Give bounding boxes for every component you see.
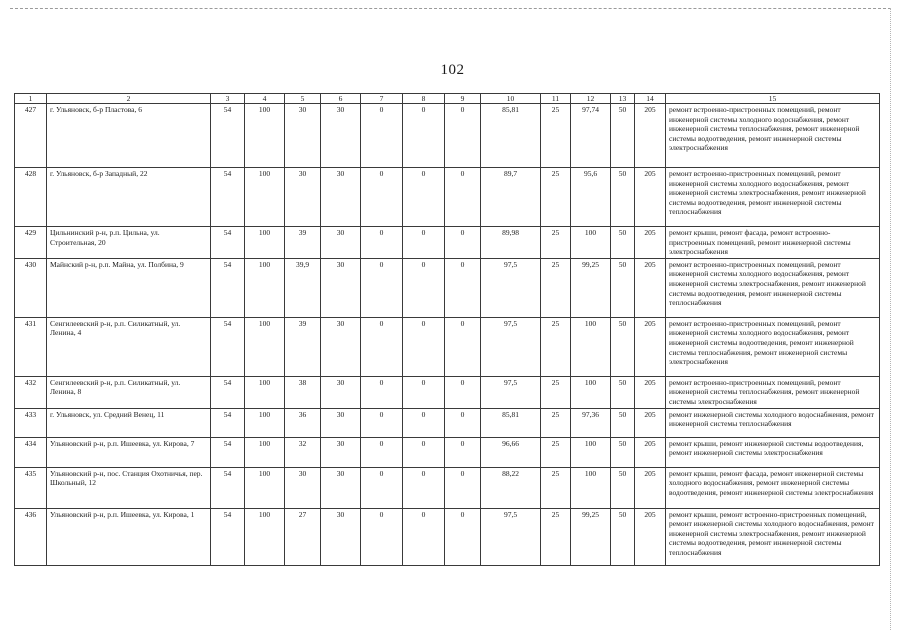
value-col-7: 0 [361,258,403,317]
value-col-14: 205 [635,437,666,467]
address-cell: г. Ульяновск, ул. Средний Венец, 11 [47,408,211,437]
value-col-11: 25 [541,408,571,437]
value-col-8: 0 [403,467,445,508]
value-col-5: 39,9 [285,258,321,317]
address-cell: г. Ульяновск, б-р Пластова, 6 [47,104,211,168]
value-col-6: 30 [321,508,361,565]
column-header: 12 [571,94,611,104]
value-col-7: 0 [361,227,403,259]
works-cell: ремонт встроенно-пристроенных помещений, ремонт инженерной системы холодного водоснабжения, ремонт инженерной системы электроснабжения, ремонт инженерной системы водоотведения, ремонт инженерной системы теплоснабжения [666,168,880,227]
value-col-7: 0 [361,467,403,508]
row-number: 430 [15,258,47,317]
page-number: 102 [440,62,465,78]
column-header: 3 [211,94,245,104]
value-col-9: 0 [445,467,481,508]
works-cell: ремонт крыши, ремонт встроенно-пристроенных помещений, ремонт инженерной системы холодного водоснабжения, ремонт инженерной системы электроснабжения, ремонт инженерной системы водоотведения, ремонт инженерной системы теплоснабжения [666,508,880,565]
column-header: 8 [403,94,445,104]
address-cell: Ульяновский р-н, пос. Станция Охотничья, пер. Школьный, 12 [47,467,211,508]
value-col-7: 0 [361,437,403,467]
address-cell: г. Ульяновск, б-р Западный, 22 [47,168,211,227]
works-cell: ремонт крыши, ремонт фасада, ремонт встроенно-пристроенных помещений, ремонт инженерной системы электроснабжения [666,227,880,259]
value-col-7: 0 [361,168,403,227]
table-row [15,508,880,565]
scan-border-top [10,8,891,9]
value-col-5: 30 [285,104,321,168]
value-col-4: 100 [245,104,285,168]
value-col-8: 0 [403,437,445,467]
value-col-12: 100 [571,467,611,508]
value-col-4: 100 [245,317,285,376]
value-col-13: 50 [611,508,635,565]
value-col-10: 97,5 [481,317,541,376]
table-row [15,467,880,508]
value-col-12: 97,74 [571,104,611,168]
value-col-9: 0 [445,168,481,227]
value-col-9: 0 [445,508,481,565]
value-col-13: 50 [611,317,635,376]
table-row [15,317,880,376]
column-header: 5 [285,94,321,104]
value-col-14: 205 [635,317,666,376]
table-body [15,104,880,566]
works-cell: ремонт крыши, ремонт инженерной системы водоотведения, ремонт инженерной системы электроснабжения [666,437,880,467]
value-col-6: 30 [321,376,361,408]
value-col-8: 0 [403,227,445,259]
value-col-13: 50 [611,376,635,408]
value-col-7: 0 [361,317,403,376]
address-cell: Цильнинский р-н, р.п. Цильна, ул. Строительная, 20 [47,227,211,259]
value-col-14: 205 [635,508,666,565]
row-number: 434 [15,437,47,467]
value-col-11: 25 [541,227,571,259]
value-col-10: 97,5 [481,508,541,565]
value-col-6: 30 [321,408,361,437]
value-col-5: 30 [285,168,321,227]
value-col-3: 54 [211,408,245,437]
value-col-10: 85,81 [481,408,541,437]
row-number: 428 [15,168,47,227]
table-row [15,227,880,259]
value-col-13: 50 [611,227,635,259]
address-cell: Ульяновский р-н, р.п. Ишеевка, ул. Кирова, 1 [47,508,211,565]
value-col-7: 0 [361,376,403,408]
value-col-8: 0 [403,376,445,408]
column-header: 7 [361,94,403,104]
value-col-13: 50 [611,467,635,508]
row-number: 431 [15,317,47,376]
column-header: 14 [635,94,666,104]
row-number: 427 [15,104,47,168]
column-header: 11 [541,94,571,104]
address-cell: Сенгилеевский р-н, р.п. Силикатный, ул. Ленина, 8 [47,376,211,408]
address-cell: Майнский р-н, р.п. Майна, ул. Полбина, 9 [47,258,211,317]
value-col-3: 54 [211,317,245,376]
value-col-3: 54 [211,168,245,227]
value-col-3: 54 [211,104,245,168]
value-col-11: 25 [541,508,571,565]
value-col-12: 99,25 [571,258,611,317]
value-col-13: 50 [611,104,635,168]
value-col-8: 0 [403,258,445,317]
value-col-11: 25 [541,258,571,317]
value-col-14: 205 [635,168,666,227]
value-col-6: 30 [321,437,361,467]
value-col-14: 205 [635,258,666,317]
works-cell: ремонт встроенно-пристроенных помещений, ремонт инженерной системы теплоснабжения, ремонт инженерной системы электроснабжения [666,376,880,408]
table-row [15,376,880,408]
value-col-10: 96,66 [481,437,541,467]
value-col-5: 32 [285,437,321,467]
row-number: 435 [15,467,47,508]
value-col-14: 205 [635,227,666,259]
value-col-6: 30 [321,258,361,317]
value-col-8: 0 [403,508,445,565]
value-col-3: 54 [211,508,245,565]
value-col-11: 25 [541,376,571,408]
value-col-4: 100 [245,258,285,317]
row-number: 429 [15,227,47,259]
value-col-3: 54 [211,467,245,508]
value-col-14: 205 [635,467,666,508]
value-col-13: 50 [611,437,635,467]
value-col-12: 95,6 [571,168,611,227]
value-col-9: 0 [445,317,481,376]
value-col-13: 50 [611,168,635,227]
value-col-4: 100 [245,376,285,408]
scan-border-right [890,8,891,630]
table-row [15,258,880,317]
value-col-11: 25 [541,437,571,467]
value-col-10: 97,5 [481,258,541,317]
column-header: 15 [666,94,880,104]
column-header: 2 [47,94,211,104]
value-col-5: 39 [285,227,321,259]
value-col-13: 50 [611,408,635,437]
value-col-3: 54 [211,376,245,408]
address-cell: Ульяновский р-н, р.п. Ишеевка, ул. Кирова, 7 [47,437,211,467]
value-col-6: 30 [321,317,361,376]
value-col-8: 0 [403,408,445,437]
row-number: 433 [15,408,47,437]
value-col-9: 0 [445,376,481,408]
value-col-12: 97,36 [571,408,611,437]
works-cell: ремонт встроенно-пристроенных помещений, ремонт инженерной системы холодного водоснабжения, ремонт инженерной системы водоотведения, ремонт инженерной системы теплоснабжения, ремонт инженерной системы электроснабжения [666,317,880,376]
value-col-4: 100 [245,437,285,467]
address-cell: Сенгилеевский р-н, р.п. Силикатный, ул. Ленина, 4 [47,317,211,376]
value-col-10: 85,81 [481,104,541,168]
table-row [15,104,880,168]
value-col-7: 0 [361,408,403,437]
value-col-12: 100 [571,376,611,408]
column-header: 6 [321,94,361,104]
value-col-4: 100 [245,508,285,565]
value-col-8: 0 [403,104,445,168]
value-col-10: 89,98 [481,227,541,259]
column-header: 10 [481,94,541,104]
works-cell: ремонт инженерной системы холодного водоснабжения, ремонт инженерной системы теплоснабжения [666,408,880,437]
row-number: 436 [15,508,47,565]
value-col-5: 27 [285,508,321,565]
table-row [15,168,880,227]
value-col-12: 99,25 [571,508,611,565]
value-col-9: 0 [445,258,481,317]
value-col-6: 30 [321,467,361,508]
value-col-12: 100 [571,437,611,467]
value-col-8: 0 [403,317,445,376]
value-col-11: 25 [541,104,571,168]
column-header: 13 [611,94,635,104]
value-col-14: 205 [635,104,666,168]
value-col-14: 205 [635,408,666,437]
value-col-7: 0 [361,508,403,565]
value-col-9: 0 [445,104,481,168]
value-col-9: 0 [445,437,481,467]
works-cell: ремонт встроенно-пристроенных помещений, ремонт инженерной системы холодного водоснабжения, ремонт инженерной системы электроснабжения, ремонт инженерной системы водоотведения, ремонт инженерной системы теплоснабжения [666,258,880,317]
value-col-3: 54 [211,258,245,317]
value-col-5: 30 [285,467,321,508]
value-col-10: 89,7 [481,168,541,227]
value-col-14: 205 [635,376,666,408]
value-col-3: 54 [211,437,245,467]
value-col-5: 36 [285,408,321,437]
works-cell: ремонт встроенно-пристроенных помещений, ремонт инженерной системы холодного водоснабжения, ремонт инженерной системы теплоснабжения, ремонт инженерной системы водоотведения, ремонт инженерной системы электроснабжения [666,104,880,168]
value-col-10: 88,22 [481,467,541,508]
value-col-11: 25 [541,168,571,227]
repair-table [14,93,880,566]
column-header: 1 [15,94,47,104]
value-col-6: 30 [321,168,361,227]
value-col-11: 25 [541,317,571,376]
value-col-9: 0 [445,408,481,437]
value-col-5: 38 [285,376,321,408]
works-cell: ремонт крыши, ремонт фасада, ремонт инженерной системы холодного водоснабжения, ремонт инженерной системы водоотведения, ремонт инженерной системы электроснабжения [666,467,880,508]
value-col-10: 97,5 [481,376,541,408]
value-col-4: 100 [245,408,285,437]
value-col-6: 30 [321,227,361,259]
column-header: 4 [245,94,285,104]
value-col-12: 100 [571,317,611,376]
value-col-3: 54 [211,227,245,259]
value-col-8: 0 [403,168,445,227]
value-col-11: 25 [541,467,571,508]
value-col-13: 50 [611,258,635,317]
table-row [15,437,880,467]
column-header: 9 [445,94,481,104]
value-col-4: 100 [245,467,285,508]
row-number: 432 [15,376,47,408]
column-number-row [15,94,880,104]
value-col-4: 100 [245,227,285,259]
value-col-6: 30 [321,104,361,168]
table-row [15,408,880,437]
value-col-5: 39 [285,317,321,376]
value-col-9: 0 [445,227,481,259]
value-col-4: 100 [245,168,285,227]
value-col-7: 0 [361,104,403,168]
value-col-12: 100 [571,227,611,259]
